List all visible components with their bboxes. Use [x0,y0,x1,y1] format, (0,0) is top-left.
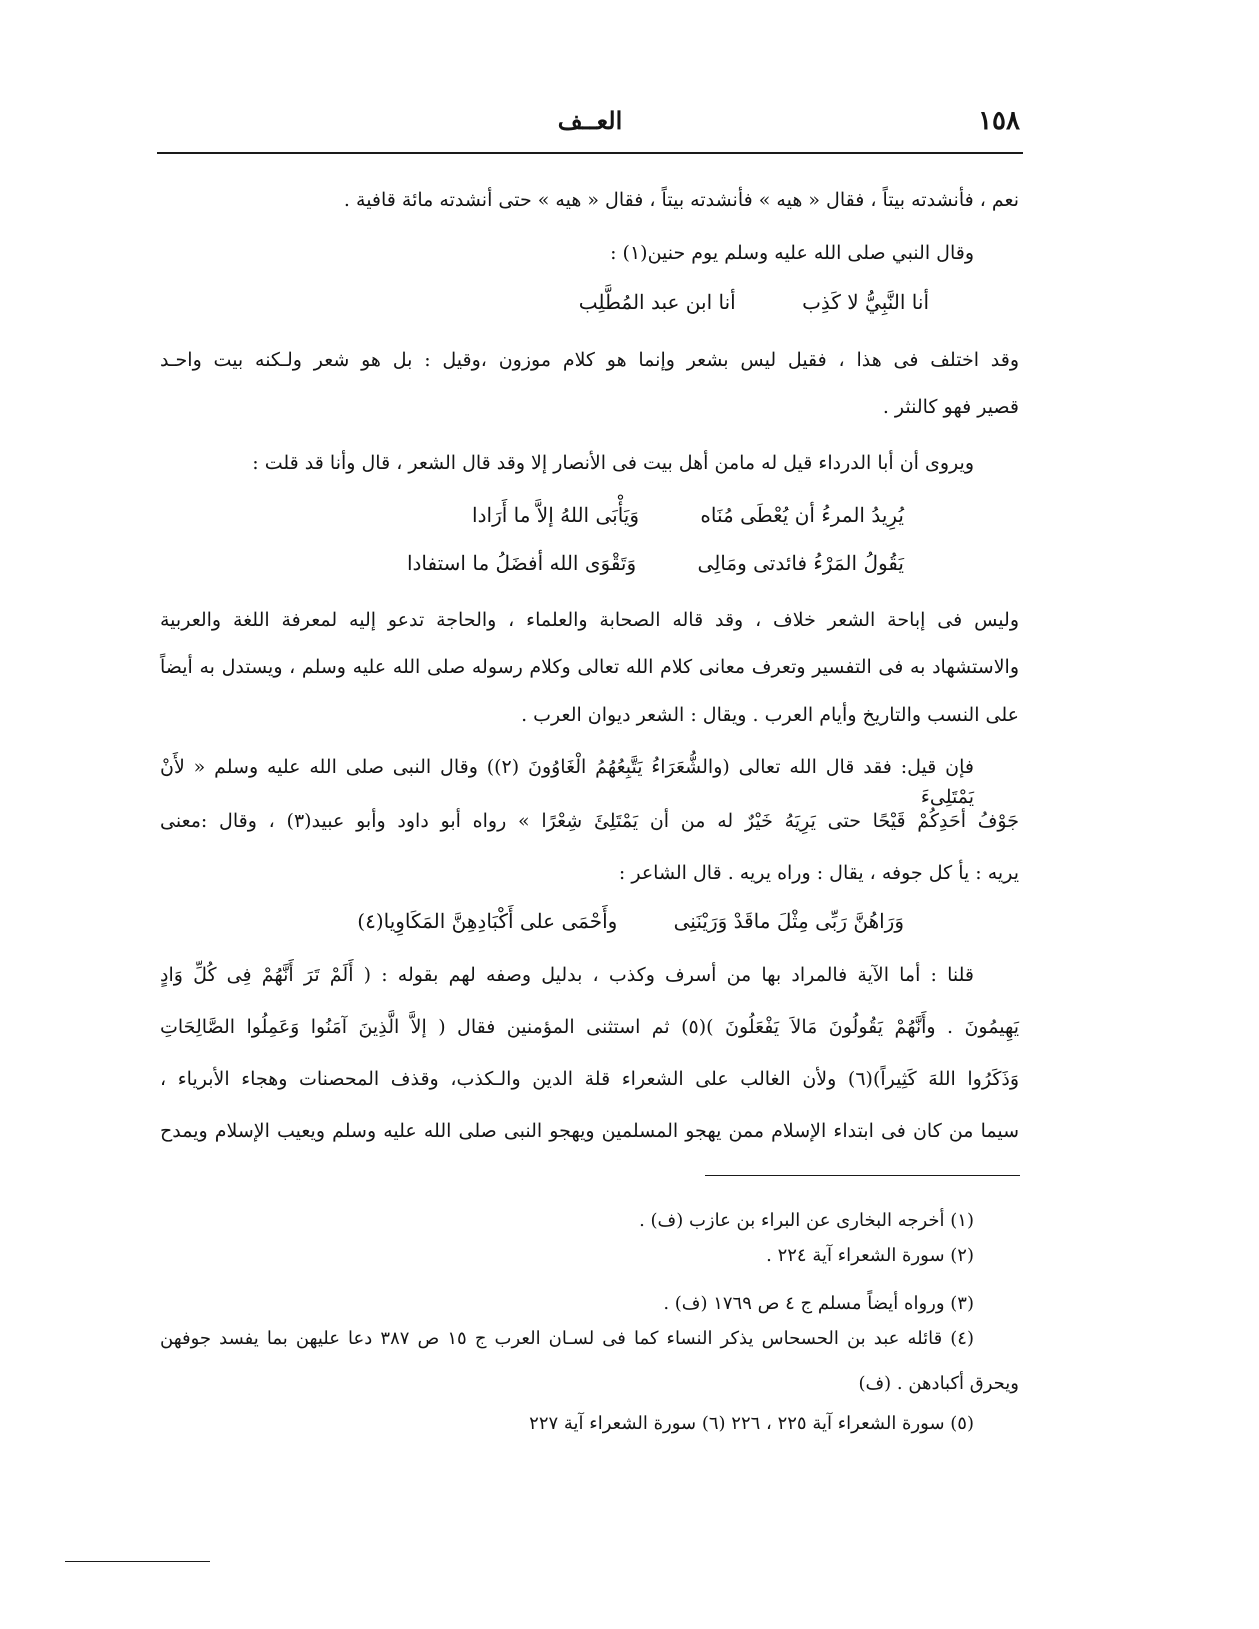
text-line-14: وَذَكَرُوا اللهَ كَثِيراً)(٦) ولأن الغالب على الشعراء قلة الدين والـكذب، وقذف المحصنات وهجاء الأبرياء ، [160,1068,1020,1090]
running-title: العــف [557,106,623,135]
header-rule [157,152,1023,154]
verse-1-first-hemistich: أنا النَّبِيُّ لا كَذِب [802,290,929,314]
text-line-4: قصير فهو كالنثر . [882,396,1019,418]
text-line-9: فإن قيل: فقد قال الله تعالى (والشُّعَرَاءُ يَتَّبِعُهُمُ الْغَاوُونَ (٢)) وقال النبى صلى الله عليه وسلم « لأَنْ يَمْتَلِىءَ [160,756,974,808]
footnote-4-continuation: ويحرق أكبادهن . (ف) [858,1373,1019,1394]
text-line-3: وقد اختلف فى هذا ، فقيل ليس بشعر وإنما هو كلام موزون ،وقيل : بل هو شعر ولـكنه بيت واحـد [160,349,1019,371]
verse-2 [472,500,904,530]
verse-3-second-hemistich: وَتَقْوَى الله أفضَلُ ما استفادا [406,551,637,575]
footnote-5-6: (٥) سورة الشعراء آية ٢٢٥ ، ٢٢٦ (٦) سورة الشعراء آية ٢٢٧ [529,1413,974,1434]
text-line-2: وقال النبي صلى الله عليه وسلم يوم حنين(١) : [610,242,974,264]
text-line-5: ويروى أن أبا الدرداء قيل له مامن أهل بيت فى الأنصار إلا وقد قال الشعر ، قال وأنا قد قلت : [252,452,974,474]
text-line-6: وليس فى إباحة الشعر خلاف ، وقد قاله الصحابة والعلماء ، والحاجة تدعو إليه لمعرفة اللغة والعربية [160,609,1019,631]
footnote-separator [705,1175,1020,1176]
text-line-8: على النسب والتاريخ وأيام العرب . ويقال : الشعر ديوان العرب . [521,704,1019,726]
footnote-2: (٢) سورة الشعراء آية ٢٢٤ . [766,1245,974,1266]
bottom-margin-rule [65,1561,210,1562]
verse-1 [579,287,929,317]
verse-4 [357,906,904,936]
verse-2-second-hemistich: وَيَأْبَى اللهُ إلاَّ ما أَرَادا [472,503,640,527]
page-number: ١٥٨ [978,106,1020,136]
verse-2-first-hemistich: يُرِيدُ المرءُ أن يُعْطَى مُنَاه [700,503,904,527]
text-line-13: يَهِيمُونَ . وأَنَّهُمْ يَقُولُونَ مَالاَ يَفْعَلُونَ )(٥) ثم استثنى المؤمنين فقال ( إلاَّ الَّذِينَ آمَنُوا وَعَمِلُوا الصَّالِحَاتِ [160,1016,1019,1038]
footnote-1: (١) أخرجه البخارى عن البراء بن عازب (ف) . [639,1210,974,1231]
text-line-15: سيما من كان فى ابتداء الإسلام ممن يهجو المسلمين ويهجو النبى صلى الله عليه وسلم ويعيب الإسلام ويمدح [160,1120,1019,1142]
text-line-10: جَوْفُ أحَدِكُمْ قَيْحًا حتى يَرِيَهُ خَيْرٌ له من أن يَمْتَلِئَ شِعْرًا » رواه أبو داود وأبو عبيد(٣) ، وقال :معنى [160,810,1019,832]
footnote-4: (٤) قائله عبد بن الحسحاس يذكر النساء كما فى لسـان العرب ج ١٥ ص ٣٨٧ دعا عليهن بما يفسد جوفهن [160,1328,974,1349]
verse-1-second-hemistich: أنا ابن عبد المُطَّلِب [578,290,736,314]
verse-3-first-hemistich: يَقُولُ المَرْءُ فائدتى ومَالِى [697,551,904,575]
verse-4-first-hemistich: وَرَاهُنَّ رَبِّى مِثْلَ ماقَدْ وَرَيْنَنِى [673,909,904,933]
text-line-12: قلنا : أما الآية فالمراد بها من أسرف وكذب ، بدليل وصفه لهم بقوله : ( أَلَمْ تَرَ أَنَّهُمْ فِى كُلِّ وَادٍ [160,964,974,986]
text-line-7: والاستشهاد به فى التفسير وتعرف معانى كلام الله تعالى وكلام رسوله صلى الله عليه وسلم ، ويستدل به أيضاً [160,656,1019,678]
page-header [160,106,1020,146]
text-line-11: يريه : يأ كل جوفه ، يقال : وراه يريه . قال الشاعر : [618,862,1019,884]
text-line-1: نعم ، فأنشدته بيتاً ، فقال « هيه » فأنشدته بيتاً ، فقال « هيه » حتى أنشدته مائة قافية . [343,189,1019,211]
footnote-3: (٣) ورواه أيضاً مسلم ج ٤ ص ١٧٦٩ (ف) . [663,1293,974,1314]
verse-4-second-hemistich: وأَحْمَى على أَكْبَادِهِنَّ المَكَاوِيا(٤) [357,909,618,933]
verse-3 [407,548,904,578]
